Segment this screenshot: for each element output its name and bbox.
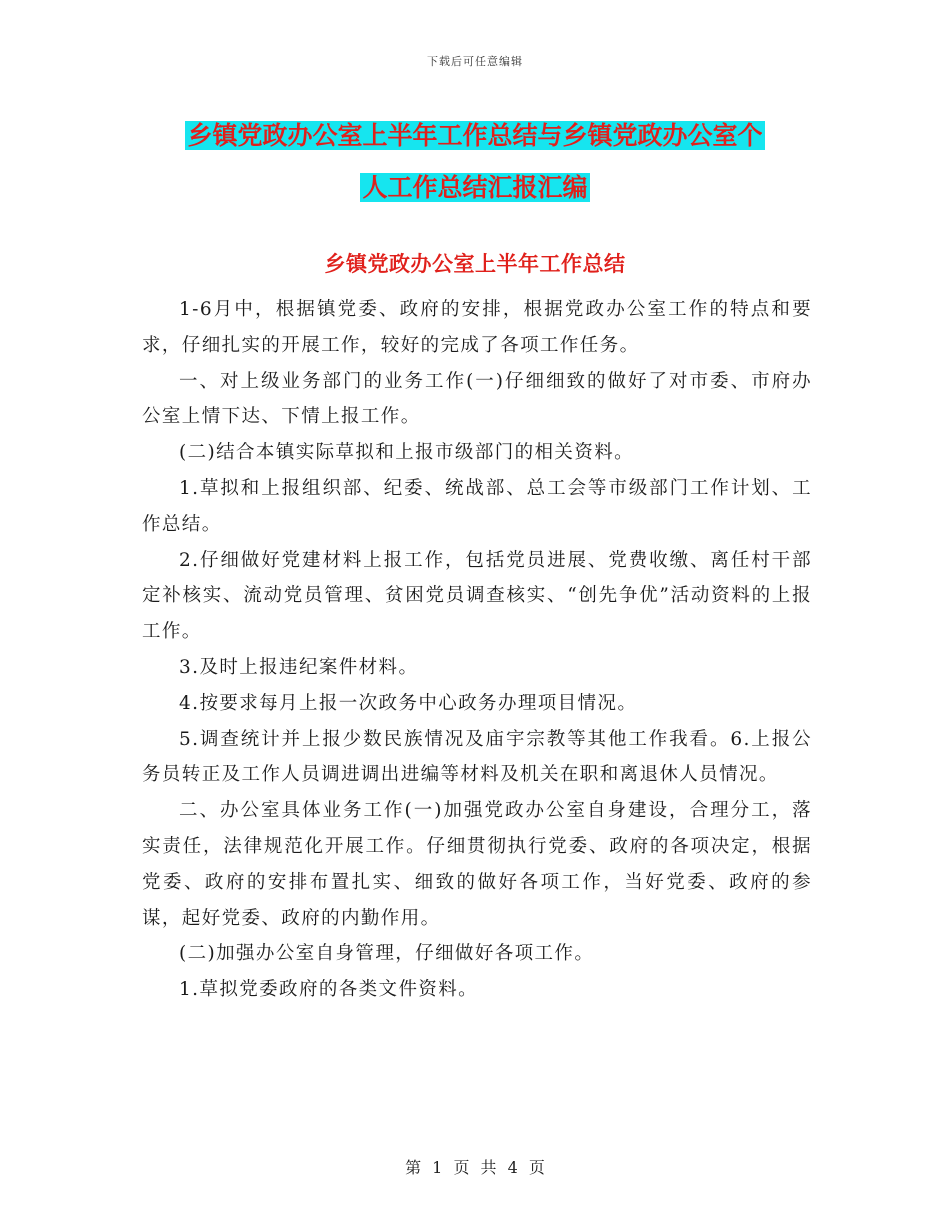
paragraph: (二)加强办公室自身管理，仔细做好各项工作。 [179,943,595,965]
paragraph: 5.调查统计并上报少数民族情况及庙宇宗教等其他工作我看。6.上报公务员转正及工作人员调进调出进编等材料及机关在职和离退休人员情况。 [142,728,812,786]
paragraph: 1-6月中，根据镇党委、政府的安排，根据党政办公室工作的特点和要求，仔细扎实的开展工作，较好的完成了各项工作任务。 [142,299,812,356]
page-number: 第 1 页 共 4 页 [405,1158,545,1177]
paragraph: 一、对上级业务部门的业务工作(一)仔细细致的做好了对市委、市府办公室上情下达、下情上报工作。 [142,370,812,428]
paragraph: (二)结合本镇实际草拟和上报市级部门的相关资料。 [179,442,635,464]
paragraph: 2.仔细做好党建材料上报工作，包括党员进展、党费收缴、离任村干部定补核实、流动党员管理、贫困党员调查核实、“创先争优”活动资料的上报工作。 [142,549,812,643]
paragraph: 3.及时上报违纪案件材料。 [179,656,419,678]
document-body [142,292,812,1008]
paragraph: 二、办公室具体业务工作(一)加强党政办公室自身建设，合理分工，落实责任，法律规范化开展工作。仔细贯彻执行党委、政府的各项决定，根据党委、政府的安排布置扎实、细致的做好各项工作，当好党委、政府的参谋，起好党委、政府的内勤作用。 [142,800,812,929]
header-note: 下载后可任意编辑 [427,55,523,68]
title-line-1: 乡镇党政办公室上半年工作总结与乡镇党政办公室个 [187,121,763,150]
paragraph: 4.按要求每月上报一次政务中心政务办理项目情况。 [179,692,638,714]
paragraph: 1.草拟和上报组织部、纪委、统战部、总工会等市级部门工作计划、工作总结。 [142,477,812,535]
document-title [0,110,950,214]
paragraph: 1.草拟党委政府的各类文件资料。 [179,979,479,1001]
section-title: 乡镇党政办公室上半年工作总结 [324,251,626,276]
title-line-2: 人工作总结汇报汇编 [362,173,588,202]
